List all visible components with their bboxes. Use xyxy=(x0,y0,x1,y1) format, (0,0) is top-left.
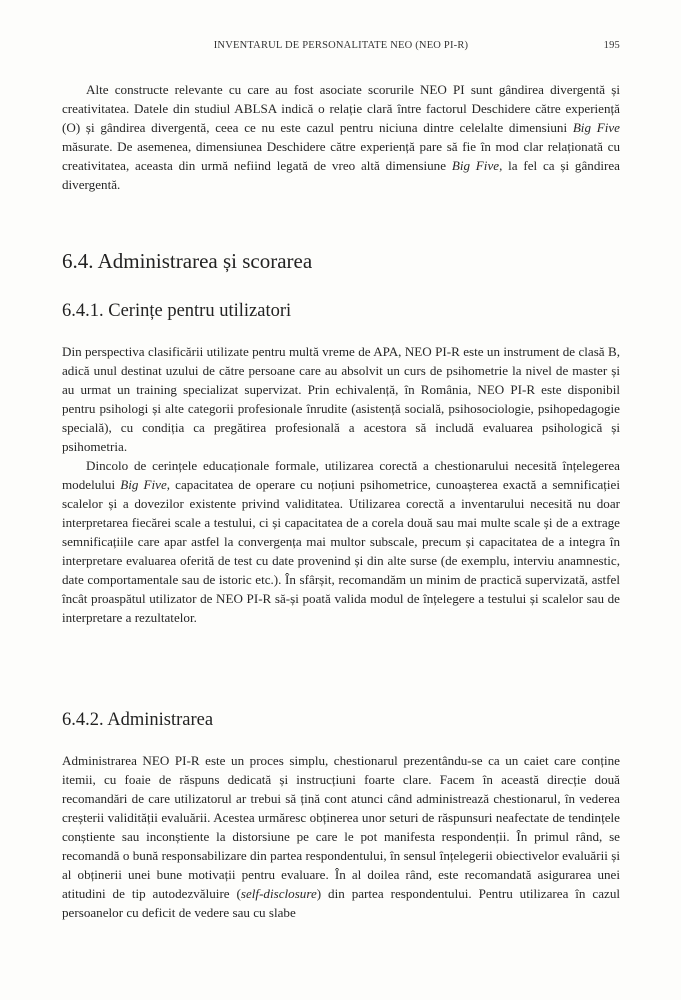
subsection-heading-6-4-2: 6.4.2. Administrarea xyxy=(62,710,214,730)
paragraph-requirements: Din perspectiva clasificării utilizate pentru multă vreme de APA, NEO PI-R este un instrument de clasă B, adică unul destinat uzului de către persoane care au absolvit un curs de psihometrie la nivel de master și au urmat un training specializat supervizat. Prin echivalență, în România, NEO PI-R este disponibil pentru psihologi și alte categorii profesionale înrudite (asistență socială, psihosociologie, psihopedagogie specială), cu condiția ca pregătirea profesională a acestora să includă evaluarea psihologică și psihometria. xyxy=(62,344,620,454)
intro-paragraph-block xyxy=(62,80,620,194)
section-heading-6-4: 6.4. Administrarea și scorarea xyxy=(62,249,313,273)
big-five-term: Big Five xyxy=(451,158,500,173)
intro-paragraph: Alte constructe relevante cu care au fost asociate scorurile NEO PI sunt gândirea divergentă și creativitatea. Datele din studiul ABLSA indică o relație clară între factorul Deschidere către experiență (O) și gândirea divergentă, ceea ce nu este cazul pentru niciuna dintre celelalte dimensiuni Big Five măsurate. De asemenea, dimensiunea Deschidere către experiență pare să fie în mod clar relaționată cu creativitatea, aceasta din urmă nefiind legată de vreo altă dimensiune Big Five, la fel ca și gândirea divergentă. xyxy=(62,82,620,192)
big-five-term: Big Five xyxy=(572,120,620,135)
subsection-heading-6-4-1: 6.4.1. Cerințe pentru utilizatori xyxy=(62,301,292,321)
page-number: 195 xyxy=(603,40,620,51)
running-title: INVENTARUL DE PERSONALITATE NEO (NEO PI-R) xyxy=(213,40,469,51)
paragraph-administration: Administrarea NEO PI-R este un proces simplu, chestionarul prezentându-se ca un caiet care conține itemii, cu foaie de răspuns dedicată și instrucțiuni foarte clare. Facem în această direcție două recomandări de care utilizatorul ar trebui să țină cont atunci când administrează chestionarul, în vederea creșterii validității evaluării. Acestea urmăresc obținerea unor seturi de răspunsuri neafectate de tendințele conștiente sau inconștiente la distorsiune pe care le pot manifesta respondenții. În primul rând, se recomandă o bună responsabilizare din partea respondentului, în sensul înțelegerii obiectivelor evaluării și al obținerii unei bune motivații pentru evaluare. În al doilea rând, este recomandată asigurarea unei atitudini de tip autodezvăluire (self-disclosure) din partea respondentului. Pentru utilizarea în cazul persoanelor cu deficit de vedere sau cu slabe xyxy=(62,753,621,920)
big-five-term: Big Five xyxy=(120,477,167,492)
section-6-4-1-body xyxy=(62,342,620,627)
section-6-4-2-body xyxy=(62,751,620,922)
paragraph-beyond-requirements: Dincolo de cerințele educaționale formale, utilizarea corectă a chestionarului necesită înțelegerea modelului Big Five, capacitatea de operare cu noțiuni psihometrice, cunoașterea exactă a semnificației scalelor și a dovezilor existente privind validitatea. Utilizarea corectă a inventarului necesită nu doar interpretarea fiecărei scale a testului, ci și capacitatea de a corela două sau mai multe scale și de a extrage semnificațiile care apar astfel la convergența mai multor subscale, precum și capacitatea de a integra în interpretare evaluarea oferită de test cu date provenind și din alte surse (de exemplu, interviu anamnestic, date comportamentale sau de istoric etc.). În sfârșit, recomandăm un minim de practică supervizată, astfel încât proaspătul utilizator de NEO PI-R să-și poată valida modul de înțelegere a testului și scalelor sau de interpretare a rezultatelor. xyxy=(62,458,620,625)
self-disclosure-term: self-disclosure xyxy=(240,886,317,901)
